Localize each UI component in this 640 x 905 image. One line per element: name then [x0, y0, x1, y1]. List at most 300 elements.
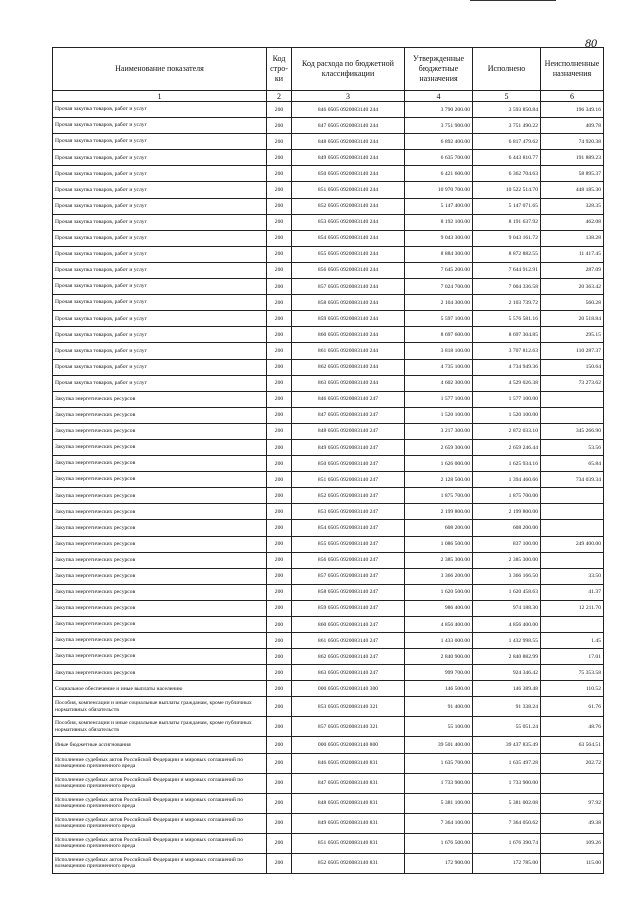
table-row [53, 230, 604, 246]
cell-approved: 608 200.00 [405, 520, 473, 536]
table-row [53, 813, 604, 833]
cell-unexecuted: 345 266.90 [541, 423, 604, 439]
cell-unexecuted: 20 363.42 [541, 279, 604, 295]
cell-approved: 2 659 300.00 [405, 439, 473, 455]
table-row [53, 423, 604, 439]
cell-unexecuted: 138.28 [541, 230, 604, 246]
cell-unexecuted: 150.64 [541, 359, 604, 375]
cell-line-code: 200 [267, 407, 292, 423]
cell-unexecuted: 110 287.37 [541, 343, 604, 359]
cell-expense-code: 846 0505 0920083140 247 [292, 391, 405, 407]
cell-name: Закупка энергетических ресурсов [53, 520, 267, 536]
cell-unexecuted [541, 488, 604, 504]
column-number: 3 [292, 91, 405, 102]
cell-line-code: 200 [267, 262, 292, 278]
cell-line-code: 200 [267, 279, 292, 295]
cell-unexecuted [541, 520, 604, 536]
table-row [53, 737, 604, 753]
cell-approved: 2 840 900.00 [405, 649, 473, 665]
cell-expense-code: 858 0505 0920083140 247 [292, 584, 405, 600]
table-row [53, 472, 604, 488]
table-row [53, 488, 604, 504]
table-row [53, 584, 604, 600]
cell-line-code: 200 [267, 246, 292, 262]
table-row [53, 520, 604, 536]
cell-approved: 1 577 100.00 [405, 391, 473, 407]
cell-name: Закупка энергетических ресурсов [53, 423, 267, 439]
cell-line-code: 200 [267, 665, 292, 681]
cell-approved: 8 884 300.00 [405, 246, 473, 262]
cell-unexecuted: 409.78 [541, 118, 604, 134]
cell-line-code: 200 [267, 568, 292, 584]
cell-executed: 4 529 026.38 [473, 375, 541, 391]
cell-unexecuted: 73 273.62 [541, 375, 604, 391]
header-line-code: Код стро-ки [267, 48, 292, 91]
cell-line-code: 200 [267, 182, 292, 198]
table-row [53, 600, 604, 616]
table-row [53, 214, 604, 230]
cell-name: Прочая закупка товаров, работ и услуг [53, 343, 267, 359]
cell-approved: 3 751 900.00 [405, 118, 473, 134]
cell-unexecuted: 58 895.37 [541, 166, 604, 182]
cell-expense-code: 856 0505 0920083140 244 [292, 262, 405, 278]
cell-name: Исполнение судебных актов Российской Федерации и мировых соглашений по возмещению причиненного вреда [53, 813, 267, 833]
table-row [53, 717, 604, 737]
budget-execution-table [52, 47, 604, 874]
cell-unexecuted: 295.15 [541, 327, 604, 343]
cell-name: Закупка энергетических ресурсов [53, 504, 267, 520]
cell-unexecuted: 33.50 [541, 568, 604, 584]
cell-line-code: 200 [267, 753, 292, 773]
cell-approved: 7 364 100.00 [405, 813, 473, 833]
cell-expense-code: 000 0505 0920083140 800 [292, 737, 405, 753]
table-row [53, 649, 604, 665]
cell-expense-code: 854 0505 0920083140 244 [292, 230, 405, 246]
cell-name: Закупка энергетических ресурсов [53, 617, 267, 633]
cell-expense-code: 859 0505 0920083140 247 [292, 600, 405, 616]
cell-line-code: 200 [267, 230, 292, 246]
cell-name: Иные бюджетные ассигнования [53, 737, 267, 753]
cell-name: Прочая закупка товаров, работ и услуг [53, 134, 267, 150]
cell-line-code: 200 [267, 520, 292, 536]
cell-name: Закупка энергетических ресурсов [53, 472, 267, 488]
column-number: 6 [541, 91, 604, 102]
table-row [53, 391, 604, 407]
cell-name: Закупка энергетических ресурсов [53, 439, 267, 455]
cell-name: Прочая закупка товаров, работ и услуг [53, 198, 267, 214]
cell-line-code: 200 [267, 295, 292, 311]
cell-name: Прочая закупка товаров, работ и услуг [53, 375, 267, 391]
cell-approved: 3 217 300.00 [405, 423, 473, 439]
cell-executed: 837 100.00 [473, 536, 541, 552]
cell-line-code: 200 [267, 853, 292, 873]
cell-unexecuted: 97.92 [541, 793, 604, 813]
cell-line-code: 200 [267, 118, 292, 134]
cell-executed: 3 366 166.50 [473, 568, 541, 584]
cell-executed: 55 051.24 [473, 717, 541, 737]
cell-approved: 2 128 500.00 [405, 472, 473, 488]
cell-unexecuted: 11 417.45 [541, 246, 604, 262]
cell-name: Исполнение судебных актов Российской Федерации и мировых соглашений по возмещению причиненного вреда [53, 833, 267, 853]
cell-executed: 3 751 490.22 [473, 118, 541, 134]
cell-executed: 2 840 882.99 [473, 649, 541, 665]
cell-line-code: 200 [267, 697, 292, 717]
cell-executed: 91 338.24 [473, 697, 541, 717]
cell-executed: 10 522 514.70 [473, 182, 541, 198]
cell-unexecuted: 109.26 [541, 833, 604, 853]
cell-expense-code: 848 0505 0920083140 247 [292, 423, 405, 439]
cell-executed: 608 200.00 [473, 520, 541, 536]
cell-approved: 6 892 400.00 [405, 134, 473, 150]
cell-line-code: 200 [267, 456, 292, 472]
table-row [53, 375, 604, 391]
cell-approved: 4 735 100.00 [405, 359, 473, 375]
cell-approved: 3 790 200.00 [405, 102, 473, 118]
table-row [53, 246, 604, 262]
cell-approved: 1 520 100.00 [405, 407, 473, 423]
cell-name: Прочая закупка товаров, работ и услуг [53, 295, 267, 311]
cell-expense-code: 847 0505 0920083140 244 [292, 118, 405, 134]
cell-approved: 6 421 600.00 [405, 166, 473, 182]
cell-executed: 172 785.00 [473, 853, 541, 873]
cell-line-code: 200 [267, 439, 292, 455]
table-row [53, 633, 604, 649]
cell-expense-code: 848 0505 0920083140 831 [292, 793, 405, 813]
cell-name: Прочая закупка товаров, работ и услуг [53, 246, 267, 262]
cell-executed: 1 733 900.00 [473, 773, 541, 793]
cell-executed: 974 188.30 [473, 600, 541, 616]
table-row [53, 118, 604, 134]
cell-expense-code: 852 0505 0920083140 247 [292, 488, 405, 504]
cell-approved: 4 856 400.00 [405, 617, 473, 633]
cell-unexecuted: 53.56 [541, 439, 604, 455]
cell-unexecuted: 74 920.38 [541, 134, 604, 150]
cell-unexecuted [541, 617, 604, 633]
cell-approved: 9 043 300.00 [405, 230, 473, 246]
cell-executed: 8 191 637.92 [473, 214, 541, 230]
header-executed: Исполнено [473, 48, 541, 91]
cell-line-code: 200 [267, 633, 292, 649]
cell-name: Прочая закупка товаров, работ и услуг [53, 230, 267, 246]
cell-approved: 3 818 100.00 [405, 343, 473, 359]
cell-unexecuted: 328.35 [541, 198, 604, 214]
cell-executed: 5 576 581.16 [473, 311, 541, 327]
column-number-row [53, 91, 604, 102]
cell-executed: 1 676 390.74 [473, 833, 541, 853]
cell-approved: 1 635 700.00 [405, 753, 473, 773]
cell-executed: 3 593 850.84 [473, 102, 541, 118]
cell-line-code: 200 [267, 198, 292, 214]
cell-name: Закупка энергетических ресурсов [53, 665, 267, 681]
cell-unexecuted: 41.37 [541, 584, 604, 600]
cell-executed: 1 520 100.00 [473, 407, 541, 423]
cell-approved: 1 620 500.00 [405, 584, 473, 600]
cell-approved: 2 385 300.00 [405, 552, 473, 568]
cell-line-code: 200 [267, 327, 292, 343]
cell-expense-code: 846 0505 0920083140 244 [292, 102, 405, 118]
cell-unexecuted: 191 889.23 [541, 150, 604, 166]
cell-line-code: 200 [267, 536, 292, 552]
cell-executed: 7 004 336.58 [473, 279, 541, 295]
cell-name: Закупка энергетических ресурсов [53, 488, 267, 504]
cell-unexecuted: 462.08 [541, 214, 604, 230]
table-row [53, 697, 604, 717]
page-number: 80 [585, 36, 597, 50]
cell-unexecuted: 17.01 [541, 649, 604, 665]
cell-expense-code: 851 0505 0920083140 831 [292, 833, 405, 853]
cell-unexecuted: 49.38 [541, 813, 604, 833]
table-row [53, 327, 604, 343]
cell-unexecuted [541, 391, 604, 407]
table-row [53, 773, 604, 793]
cell-line-code: 200 [267, 600, 292, 616]
cell-approved: 146 500.00 [405, 681, 473, 697]
cell-executed: 4 734 949.36 [473, 359, 541, 375]
cell-unexecuted: 249 400.00 [541, 536, 604, 552]
cell-executed: 9 043 161.72 [473, 230, 541, 246]
cell-approved: 3 366 200.00 [405, 568, 473, 584]
cell-unexecuted [541, 504, 604, 520]
cell-approved: 8 697 600.00 [405, 327, 473, 343]
cell-expense-code: 855 0505 0920083140 247 [292, 536, 405, 552]
cell-executed: 1 635 497.28 [473, 753, 541, 773]
cell-expense-code: 854 0505 0920083140 247 [292, 520, 405, 536]
cell-expense-code: 853 0505 0920083140 247 [292, 504, 405, 520]
cell-expense-code: 851 0505 0920083140 247 [292, 472, 405, 488]
table-row [53, 279, 604, 295]
cell-name: Закупка энергетических ресурсов [53, 568, 267, 584]
cell-executed: 1 875 700.00 [473, 488, 541, 504]
table-row [53, 343, 604, 359]
cell-executed: 7 364 050.62 [473, 813, 541, 833]
cell-executed: 1 394 460.66 [473, 472, 541, 488]
cell-approved: 4 602 300.00 [405, 375, 473, 391]
cell-expense-code: 850 0505 0920083140 244 [292, 166, 405, 182]
cell-approved: 7 024 700.00 [405, 279, 473, 295]
cell-executed: 5 147 071.65 [473, 198, 541, 214]
cell-line-code: 200 [267, 737, 292, 753]
cell-executed: 39 437 835.49 [473, 737, 541, 753]
cell-name: Закупка энергетических ресурсов [53, 552, 267, 568]
cell-line-code: 200 [267, 717, 292, 737]
cell-line-code: 200 [267, 359, 292, 375]
cell-name: Прочая закупка товаров, работ и услуг [53, 102, 267, 118]
table-row [53, 853, 604, 873]
cell-name: Закупка энергетических ресурсов [53, 456, 267, 472]
cell-line-code: 200 [267, 793, 292, 813]
table-row [53, 681, 604, 697]
table-row [53, 102, 604, 118]
header-name: Наименование показателя [53, 48, 267, 91]
table-row [53, 665, 604, 681]
cell-line-code: 200 [267, 617, 292, 633]
cell-approved: 2 199 800.00 [405, 504, 473, 520]
cell-name: Закупка энергетических ресурсов [53, 633, 267, 649]
table-row [53, 552, 604, 568]
cell-line-code: 200 [267, 150, 292, 166]
cell-approved: 999 700.00 [405, 665, 473, 681]
cell-expense-code: 861 0505 0920083140 247 [292, 633, 405, 649]
cell-unexecuted [541, 407, 604, 423]
cell-executed: 1 432 998.55 [473, 633, 541, 649]
cell-name: Прочая закупка товаров, работ и услуг [53, 118, 267, 134]
table-row [53, 439, 604, 455]
cell-executed: 8 697 304.85 [473, 327, 541, 343]
cell-unexecuted: 110.52 [541, 681, 604, 697]
header-approved: Утвержденные бюджетные назначения [405, 48, 473, 91]
cell-name: Закупка энергетических ресурсов [53, 407, 267, 423]
cell-executed: 8 872 882.55 [473, 246, 541, 262]
cell-executed: 6 362 704.63 [473, 166, 541, 182]
cell-line-code: 200 [267, 504, 292, 520]
cell-unexecuted: 63 564.51 [541, 737, 604, 753]
cell-line-code: 200 [267, 166, 292, 182]
cell-unexecuted: 1.45 [541, 633, 604, 649]
cell-expense-code: 863 0505 0920083140 244 [292, 375, 405, 391]
cell-line-code: 200 [267, 375, 292, 391]
header-row [53, 48, 604, 91]
cell-expense-code: 846 0505 0920083140 831 [292, 753, 405, 773]
cell-approved: 55 100.00 [405, 717, 473, 737]
table-row [53, 198, 604, 214]
header-unexecuted: Неисполненные назначения [541, 48, 604, 91]
cell-approved: 5 597 100.00 [405, 311, 473, 327]
cell-name: Исполнение судебных актов Российской Федерации и мировых соглашений по возмещению причиненного вреда [53, 853, 267, 873]
table-row [53, 504, 604, 520]
top-rule [470, 0, 556, 1]
cell-approved: 5 147 400.00 [405, 198, 473, 214]
column-number: 2 [267, 91, 292, 102]
cell-approved: 6 635 700.00 [405, 150, 473, 166]
cell-executed: 6 443 810.77 [473, 150, 541, 166]
cell-expense-code: 861 0505 0920083140 244 [292, 343, 405, 359]
cell-expense-code: 860 0505 0920083140 247 [292, 617, 405, 633]
table-row [53, 833, 604, 853]
cell-unexecuted [541, 773, 604, 793]
cell-expense-code: 857 0505 0920083140 244 [292, 279, 405, 295]
cell-name: Закупка энергетических ресурсов [53, 649, 267, 665]
cell-expense-code: 852 0505 0920083140 831 [292, 853, 405, 873]
column-number: 4 [405, 91, 473, 102]
cell-unexecuted: 115.00 [541, 853, 604, 873]
cell-approved: 7 645 200.00 [405, 262, 473, 278]
cell-unexecuted: 202.72 [541, 753, 604, 773]
cell-line-code: 200 [267, 649, 292, 665]
table-body [53, 102, 604, 874]
cell-line-code: 200 [267, 214, 292, 230]
cell-approved: 986 400.00 [405, 600, 473, 616]
header-expense-code: Код расхода по бюджетной классификации [292, 48, 405, 91]
cell-name: Закупка энергетических ресурсов [53, 391, 267, 407]
cell-line-code: 200 [267, 102, 292, 118]
cell-unexecuted: 196 349.16 [541, 102, 604, 118]
cell-unexecuted: 560.28 [541, 295, 604, 311]
cell-expense-code: 862 0505 0920083140 244 [292, 359, 405, 375]
cell-executed: 2 385 300.00 [473, 552, 541, 568]
table-row [53, 295, 604, 311]
cell-executed: 1 620 458.63 [473, 584, 541, 600]
table-row [53, 407, 604, 423]
cell-executed: 5 381 002.08 [473, 793, 541, 813]
cell-approved: 91 400.00 [405, 697, 473, 717]
cell-expense-code: 857 0505 0920083140 247 [292, 568, 405, 584]
cell-expense-code: 852 0505 0920083140 244 [292, 198, 405, 214]
cell-executed: 2 659 246.44 [473, 439, 541, 455]
cell-executed: 4 856 400.00 [473, 617, 541, 633]
cell-line-code: 200 [267, 134, 292, 150]
cell-approved: 1 875 700.00 [405, 488, 473, 504]
cell-expense-code: 850 0505 0920083140 247 [292, 456, 405, 472]
cell-unexecuted: 65.84 [541, 456, 604, 472]
cell-executed: 924 346.42 [473, 665, 541, 681]
cell-name: Прочая закупка товаров, работ и услуг [53, 327, 267, 343]
cell-expense-code: 853 0505 0920083140 321 [292, 697, 405, 717]
cell-expense-code: 860 0505 0920083140 244 [292, 327, 405, 343]
cell-expense-code: 849 0505 0920083140 244 [292, 150, 405, 166]
cell-executed: 2 103 739.72 [473, 295, 541, 311]
cell-executed: 6 817 479.62 [473, 134, 541, 150]
cell-executed: 2 199 800.00 [473, 504, 541, 520]
cell-line-code: 200 [267, 311, 292, 327]
cell-name: Исполнение судебных актов Российской Федерации и мировых соглашений по возмещению причиненного вреда [53, 753, 267, 773]
cell-name: Исполнение судебных актов Российской Федерации и мировых соглашений по возмещению причиненного вреда [53, 773, 267, 793]
cell-name: Прочая закупка товаров, работ и услуг [53, 311, 267, 327]
cell-approved: 1 733 900.00 [405, 773, 473, 793]
cell-approved: 1 676 500.00 [405, 833, 473, 853]
cell-line-code: 200 [267, 488, 292, 504]
cell-line-code: 200 [267, 391, 292, 407]
cell-unexecuted [541, 552, 604, 568]
cell-approved: 1 086 500.00 [405, 536, 473, 552]
cell-expense-code: 863 0505 0920083140 247 [292, 665, 405, 681]
cell-expense-code: 851 0505 0920083140 244 [292, 182, 405, 198]
table-row [53, 793, 604, 813]
table-row [53, 753, 604, 773]
cell-executed: 2 872 033.10 [473, 423, 541, 439]
cell-name: Прочая закупка товаров, работ и услуг [53, 279, 267, 295]
table-row [53, 617, 604, 633]
cell-name: Социальное обеспечение и иные выплаты населению [53, 681, 267, 697]
table-row [53, 182, 604, 198]
cell-executed: 1 577 100.00 [473, 391, 541, 407]
cell-approved: 8 192 100.00 [405, 214, 473, 230]
cell-unexecuted: 448 185.30 [541, 182, 604, 198]
cell-name: Закупка энергетических ресурсов [53, 584, 267, 600]
cell-executed: 1 625 934.16 [473, 456, 541, 472]
cell-expense-code: 847 0505 0920083140 247 [292, 407, 405, 423]
cell-name: Закупка энергетических ресурсов [53, 536, 267, 552]
cell-expense-code: 000 0505 0920083140 300 [292, 681, 405, 697]
cell-executed: 146 389.48 [473, 681, 541, 697]
cell-name: Пособия, компенсации и иные социальные выплаты гражданам, кроме публичных нормативных обязательств [53, 697, 267, 717]
cell-name: Прочая закупка товаров, работ и услуг [53, 359, 267, 375]
table-row [53, 166, 604, 182]
cell-expense-code: 858 0505 0920083140 244 [292, 295, 405, 311]
cell-approved: 39 501 400.00 [405, 737, 473, 753]
table-row [53, 536, 604, 552]
cell-name: Прочая закупка товаров, работ и услуг [53, 182, 267, 198]
cell-expense-code: 849 0505 0920083140 247 [292, 439, 405, 455]
cell-approved: 1 433 000.00 [405, 633, 473, 649]
cell-approved: 10 970 700.00 [405, 182, 473, 198]
cell-unexecuted: 734 039.34 [541, 472, 604, 488]
cell-line-code: 200 [267, 833, 292, 853]
column-number: 1 [53, 91, 267, 102]
cell-approved: 5 381 100.00 [405, 793, 473, 813]
cell-line-code: 200 [267, 681, 292, 697]
cell-approved: 1 626 000.00 [405, 456, 473, 472]
cell-name: Закупка энергетических ресурсов [53, 600, 267, 616]
